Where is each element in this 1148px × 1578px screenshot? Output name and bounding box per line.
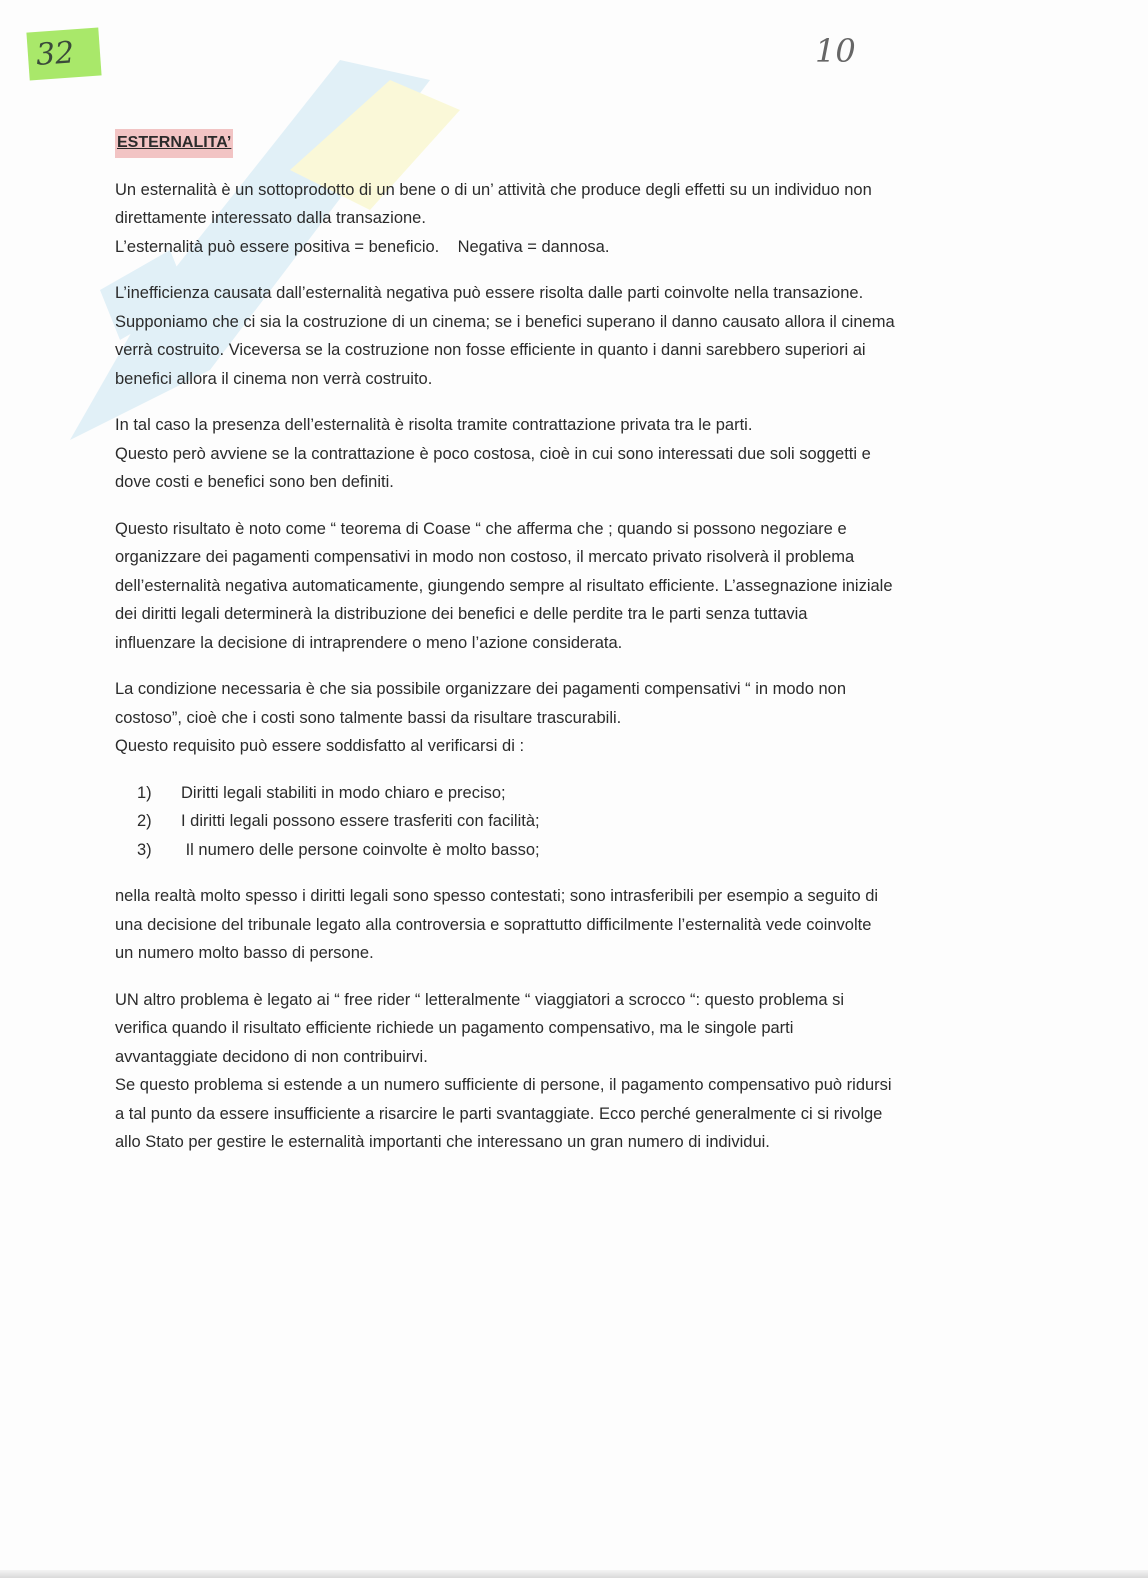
list-item-number: 3) [137, 840, 152, 859]
text-line: UN altro problema è legato ai “ free rider “ letteralmente “ viaggiatori a scrocco “: questo problema si [115, 990, 845, 1009]
paragraph-necessary-condition [115, 675, 1015, 761]
text-line: organizzare dei pagamenti compensativi in modo non costoso, il mercato privato risolverà il problema [115, 548, 855, 566]
list-item [115, 836, 1015, 865]
text-line: influenzare la decisione di intraprendere o meno l’azione considerata. [115, 633, 623, 652]
paragraph-coase-theorem [115, 515, 1015, 658]
text-line: dell’esternalità negativa automaticamente, giungendo sempre al risultato efficiente. L’assegnazione iniziale [115, 576, 893, 595]
document-body [115, 128, 1015, 1175]
text-line: a tal punto da essere insufficiente a risarcire le parti svantaggiate. Ecco perché generalmente ci si rivolge [115, 1104, 883, 1123]
paragraph-free-rider [115, 986, 1015, 1157]
list-item-text: I diritti legali possono essere trasferiti con facilità; [181, 812, 540, 830]
text-line: verifica quando il risultato efficiente richiede un pagamento compensativo, ma le singole parti [115, 1019, 794, 1037]
text-line: In tal caso la presenza dell’esternalità è risolta tramite contrattazione privata tra le parti. [115, 416, 753, 434]
text-line: allo Stato per gestire le esternalità importanti che interessano un gran numero di individui. [115, 1133, 770, 1151]
handwritten-page-number-left: 32 [26, 28, 101, 81]
scan-bottom-edge [0, 1570, 1148, 1578]
text-line: Questo requisito può essere soddisfatto al verificarsi di : [115, 737, 525, 755]
document-title: ESTERNALITA’ [115, 129, 233, 158]
paragraph-definition [115, 176, 1015, 262]
handwritten-page-number-right: 10 [815, 32, 856, 70]
text-line: un numero molto basso di persone. [115, 944, 374, 962]
text-line: Un esternalità è un sottoprodotto di un bene o di un’ attività che produce degli effetti su un individuo non [115, 180, 872, 199]
text-line: avvantaggiate decidono di non contribuirvi. [115, 1047, 428, 1066]
text-line: L’esternalità può essere positiva = beneficio. Negativa = dannosa. [115, 237, 610, 256]
list-item-number: 2) [137, 812, 152, 830]
text-line: dove costi e benefici sono ben definiti. [115, 473, 394, 491]
list-item-text: Il numero delle persone coinvolte è molto basso; [181, 840, 540, 859]
paragraph-reality [115, 882, 1015, 968]
text-line: Supponiamo che ci sia la costruzione di un cinema; se i benefici superano il danno causato allora il cinema [115, 312, 895, 331]
text-line: verrà costruito. Viceversa se la costruzione non fosse efficiente in quanto i danni sarebbero superiori ai [115, 341, 866, 359]
text-line: Se questo problema si estende a un numero sufficiente di persone, il pagamento compensativo può ridursi [115, 1076, 892, 1094]
list-item [115, 779, 1015, 808]
text-line: benefici allora il cinema non verrà costruito. [115, 369, 433, 388]
paragraph-inefficiency [115, 279, 1015, 393]
text-line: L’inefficienza causata dall’esternalità negativa può essere risolta dalle parti coinvolte nella transazione. [115, 284, 864, 302]
paragraph-private-bargaining [115, 411, 1015, 497]
list-item-text: Diritti legali stabiliti in modo chiaro e preciso; [181, 783, 506, 802]
text-line: una decisione del tribunale legato alla controversia e soprattutto difficilmente l’esternalità vede coinvolte [115, 915, 872, 934]
text-line: dei diritti legali determinerà la distribuzione dei benefici e delle perdite tra le parti senza tuttavia [115, 605, 808, 623]
text-line: Questo risultato è noto come “ teorema di Coase “ che afferma che ; quando si possono negoziare e [115, 519, 847, 538]
requirements-list [115, 779, 1015, 865]
list-item [115, 807, 1015, 836]
text-line: nella realtà molto spesso i diritti legali sono spesso contestati; sono intrasferibili per esempio a seguito di [115, 887, 879, 905]
text-line: costoso”, cioè che i costi sono talmente bassi da risultare trascurabili. [115, 708, 622, 727]
text-line: Questo però avviene se la contrattazione è poco costosa, cioè in cui sono interessati due soli soggetti e [115, 444, 871, 463]
list-item-number: 1) [137, 783, 152, 802]
text-line: La condizione necessaria è che sia possibile organizzare dei pagamenti compensativi “ in modo non [115, 680, 847, 698]
text-line: direttamente interessato dalla transazione. [115, 209, 426, 227]
